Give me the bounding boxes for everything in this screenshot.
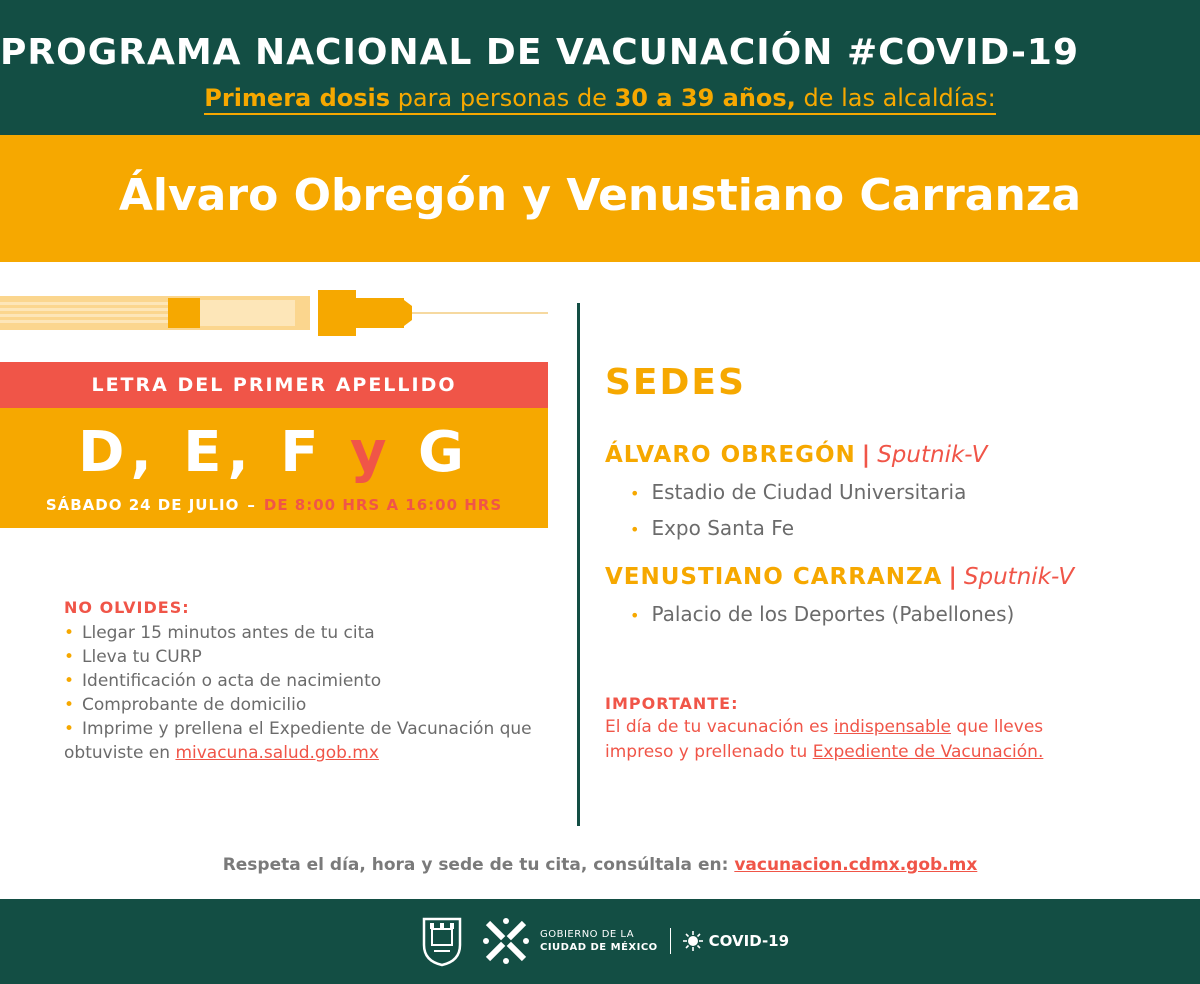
list-item bbox=[630, 475, 966, 511]
reminder-text: obtuviste en bbox=[64, 743, 176, 763]
important-underline-2: Expediente de Vacunación. bbox=[812, 742, 1044, 762]
reminders bbox=[64, 598, 544, 765]
virus-icon bbox=[683, 931, 703, 951]
logo-separator bbox=[670, 928, 671, 954]
gov-name bbox=[540, 928, 658, 954]
site-heading-venustiano-carranza bbox=[605, 564, 1074, 590]
footer-note-text: Respeta el día, hora y sede de tu cita, consúltala en: bbox=[222, 855, 735, 875]
sites-list-alvaro-obregon bbox=[630, 475, 966, 547]
subtitle-text-2: de las alcaldías: bbox=[795, 84, 996, 112]
reminder-text: Identificación o acta de nacimiento bbox=[82, 671, 382, 691]
reminder-text: Llegar 15 minutos antes de tu cita bbox=[82, 623, 375, 643]
syringe-tip-base bbox=[356, 298, 404, 328]
separator: | bbox=[861, 442, 872, 468]
place-name: Palacio de los Deportes (Pabellones) bbox=[651, 602, 1015, 626]
place-name: Expo Santa Fe bbox=[651, 516, 794, 540]
bullet-icon: • bbox=[630, 606, 640, 625]
letters-and: y bbox=[350, 420, 393, 485]
covid-label: COVID-19 bbox=[708, 932, 790, 950]
coat-of-arms-icon bbox=[420, 915, 464, 967]
important-text-1: El día de tu vacunación es bbox=[605, 717, 834, 737]
gov-name-line-1: GOBIERNO DE LA bbox=[540, 929, 635, 940]
bullet-icon: • bbox=[630, 520, 640, 539]
syringe-window bbox=[200, 300, 295, 326]
important-title: IMPORTANTE: bbox=[605, 694, 739, 713]
syringe-icon bbox=[0, 282, 560, 342]
separator: | bbox=[948, 564, 958, 590]
bullet-icon: • bbox=[64, 623, 75, 643]
schedule-hours: DE 8:00 HRS A 16:00 HRS bbox=[263, 496, 503, 514]
cdmx-logo-icon bbox=[480, 915, 532, 967]
reminders-list bbox=[64, 621, 544, 765]
letters-last: G bbox=[392, 420, 470, 485]
reminder-text: Lleva tu CURP bbox=[82, 647, 202, 667]
reminder-text: Comprobante de domicilio bbox=[82, 695, 307, 715]
alcaldia-name: ÁLVARO OBREGÓN bbox=[605, 442, 856, 468]
list-item bbox=[64, 717, 544, 741]
list-item bbox=[630, 511, 966, 547]
bullet-icon: • bbox=[64, 647, 75, 667]
schedule-dash: – bbox=[247, 496, 256, 514]
important-note bbox=[605, 694, 1165, 765]
subtitle-highlight-dose: Primera dosis bbox=[204, 84, 391, 112]
important-text-3: impreso y prellenado tu bbox=[605, 742, 813, 762]
place-name: Estadio de Ciudad Universitaria bbox=[651, 480, 967, 504]
list-item bbox=[64, 669, 544, 693]
bullet-icon: • bbox=[64, 719, 75, 739]
gov-name-line-2-wrap bbox=[540, 941, 658, 954]
bullet-icon: • bbox=[64, 671, 75, 691]
vaccine-name: Sputnik-V bbox=[877, 442, 988, 468]
vacunacion-link[interactable]: vacunacion.cdmx.gob.mx bbox=[734, 855, 978, 875]
footer-note bbox=[0, 855, 1200, 875]
schedule bbox=[0, 496, 548, 514]
sedes-title: SEDES bbox=[605, 362, 746, 403]
sites-list-venustiano-carranza bbox=[630, 597, 1014, 633]
list-item bbox=[64, 645, 544, 669]
gov-name-line-2: CIUDAD DE MÉXICO bbox=[540, 942, 658, 953]
list-item bbox=[64, 693, 544, 717]
list-item bbox=[64, 621, 544, 645]
important-underline-1: indispensable bbox=[833, 717, 952, 737]
syringe-tip bbox=[404, 300, 412, 326]
logos-row bbox=[420, 911, 789, 971]
page-subtitle bbox=[0, 84, 1200, 112]
list-item-continuation bbox=[64, 741, 544, 765]
bullet-icon: • bbox=[630, 484, 640, 503]
list-item bbox=[630, 597, 1014, 633]
vaccine-name: Sputnik-V bbox=[963, 564, 1075, 590]
syringe-hub bbox=[318, 290, 356, 336]
letter-label: LETRA DEL PRIMER APELLIDO bbox=[0, 362, 548, 408]
reminder-text: Imprime y prellena el Expediente de Vacunación que bbox=[82, 719, 532, 739]
alcaldia-name: VENUSTIANO CARRANZA bbox=[605, 564, 943, 590]
alcaldias-title: Álvaro Obregón y Venustiano Carranza bbox=[118, 170, 1082, 221]
column-divider bbox=[577, 303, 580, 826]
bullet-icon: • bbox=[64, 695, 75, 715]
site-heading-alvaro-obregon bbox=[605, 442, 987, 468]
subtitle-highlight-age: 30 a 39 años, bbox=[614, 84, 796, 112]
important-text-2: que lleves bbox=[951, 717, 1044, 737]
surname-letters bbox=[0, 420, 548, 485]
important-text bbox=[605, 715, 1165, 765]
syringe-liquid bbox=[168, 298, 200, 328]
reminders-title: NO OLVIDES: bbox=[64, 598, 190, 617]
page-title: PROGRAMA NACIONAL DE VACUNACIÓN #COVID-19 bbox=[0, 32, 1080, 73]
mivacuna-link[interactable]: mivacuna.salud.gob.mx bbox=[175, 743, 379, 763]
subtitle-text-1: para personas de bbox=[390, 84, 615, 112]
letters-main: D, E, F bbox=[77, 420, 351, 485]
schedule-date: SÁBADO 24 DE JULIO bbox=[45, 496, 240, 514]
